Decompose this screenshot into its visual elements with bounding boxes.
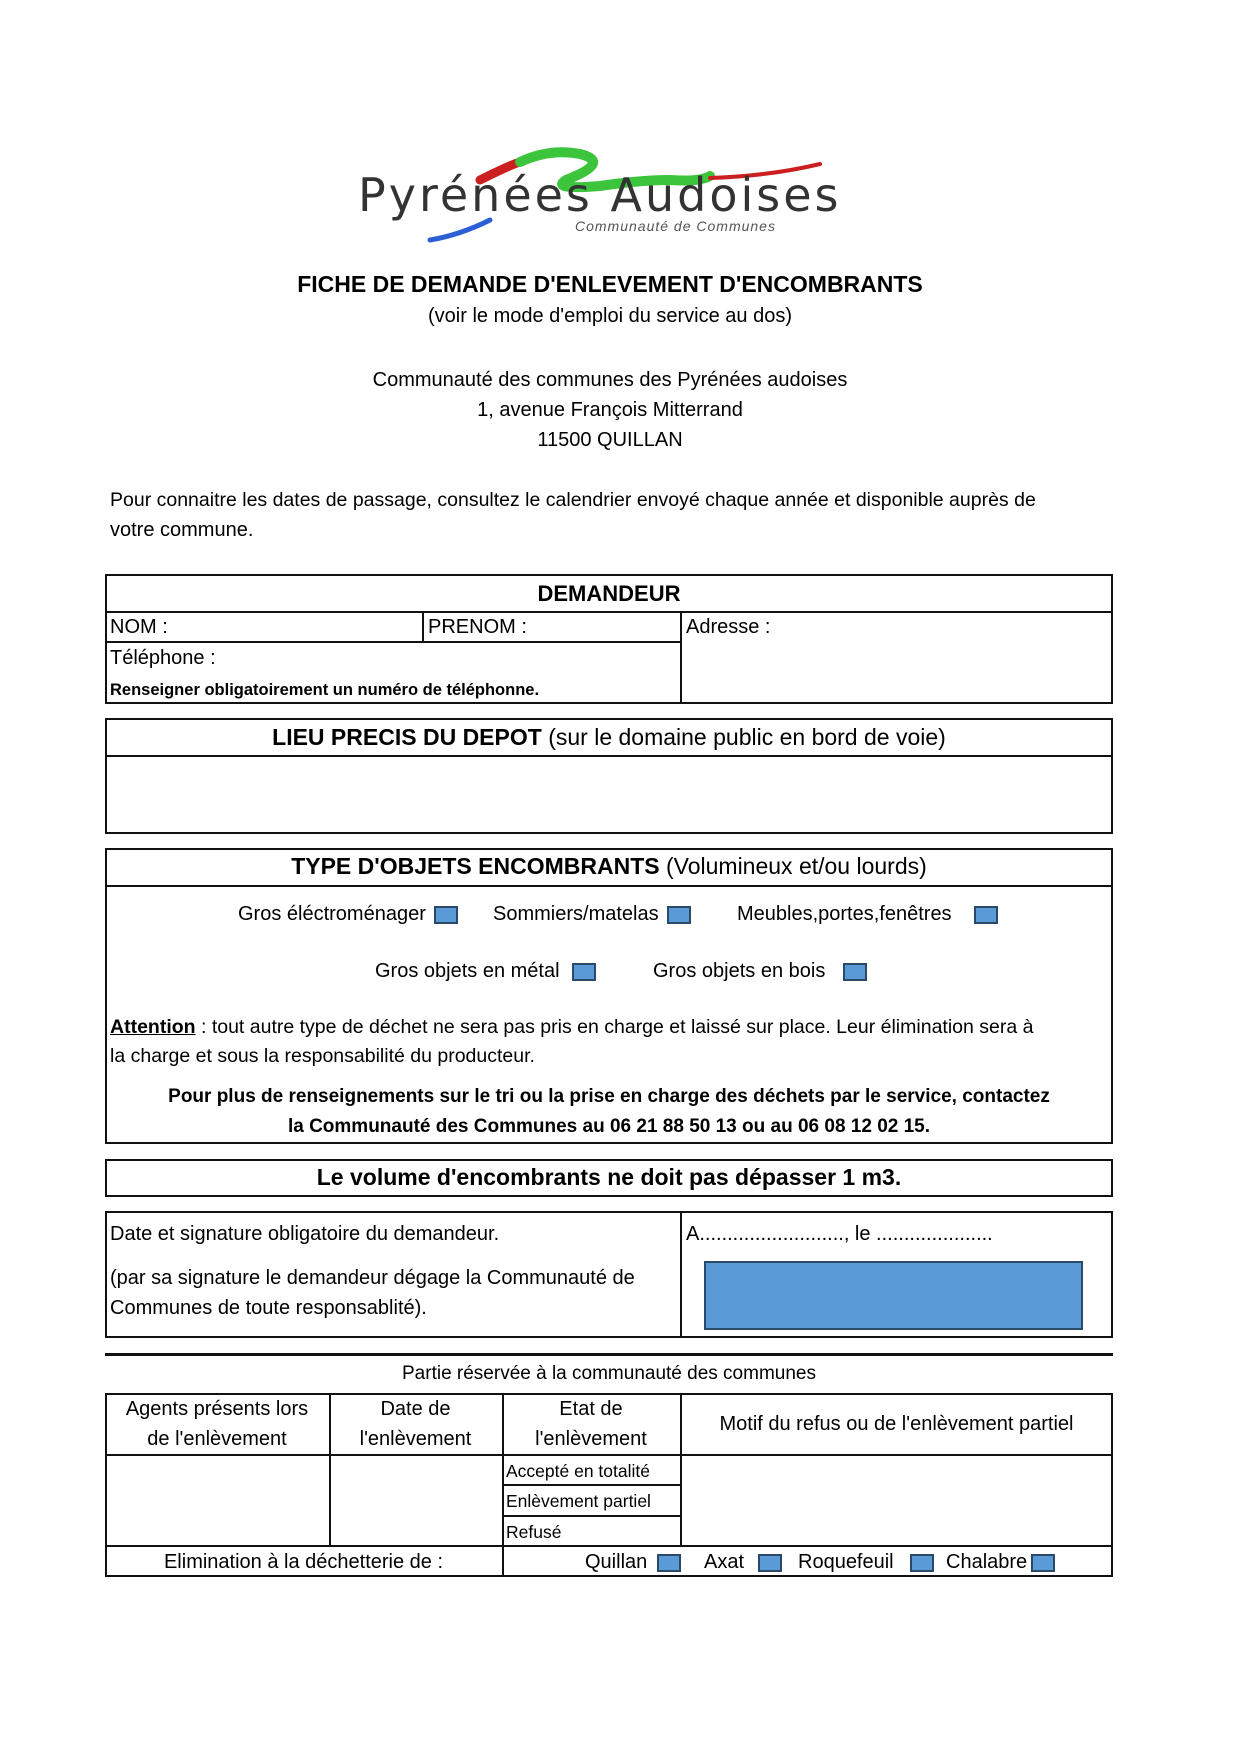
col-header-date-2: l'enlèvement	[359, 1428, 472, 1450]
attention-line-2: la charge et sous la responsabilité du producteur.	[110, 1045, 535, 1067]
col-header-motif: Motif du refus ou de l'enlèvement partiel	[719, 1413, 1074, 1435]
objet-label: Sommiers/matelas	[493, 903, 659, 925]
objet-item[interactable]	[493, 902, 691, 926]
intro-line-2: votre commune.	[110, 519, 254, 541]
signature-label: Date et signature obligatoire du demandeur.	[110, 1223, 500, 1245]
intro-line-1: Pour connaitre les dates de passage, consultez le calendrier envoyé chaque année et disponible auprès de	[110, 489, 1036, 511]
objet-item[interactable]	[238, 902, 458, 926]
dechetterie-item[interactable]	[798, 1550, 934, 1574]
prenom-field[interactable]	[530, 613, 676, 640]
signature-field[interactable]	[704, 1261, 1083, 1330]
adresse-field[interactable]	[686, 640, 1106, 700]
col-header-agents-1: Agents présents lors	[125, 1398, 309, 1420]
page-subtitle: (voir le mode d'emploi du service au dos)	[428, 305, 792, 327]
lieu-field[interactable]	[110, 760, 1108, 828]
address-line-1: Communauté des communes des Pyrénées audoises	[372, 369, 848, 391]
lieu-title-bold: LIEU PRECIS DU DEPOT	[272, 724, 542, 750]
dechetterie-item[interactable]	[946, 1550, 1055, 1574]
logo	[350, 140, 860, 250]
checkbox-icon[interactable]	[843, 963, 867, 981]
address-line-3: 11500 QUILLAN	[537, 429, 683, 451]
telephone-field[interactable]	[230, 644, 670, 670]
signature-disclaimer-2: Communes de toute responsablité).	[110, 1297, 427, 1319]
objet-label: Meubles,portes,fenêtres	[737, 903, 952, 925]
checkbox-icon[interactable]	[758, 1554, 782, 1572]
col-header-agents-2: de l'enlèvement	[147, 1428, 287, 1450]
logo-subtitle: Communauté de Communes	[575, 218, 776, 234]
checkbox-icon[interactable]	[657, 1554, 681, 1572]
telephone-label: Téléphone :	[110, 647, 216, 669]
agents-field[interactable]	[108, 1457, 327, 1543]
objets-title	[105, 854, 1113, 878]
col-header-etat-1: Etat de	[559, 1398, 623, 1420]
date-field[interactable]	[332, 1457, 500, 1543]
signature-disclaimer-1: (par sa signature le demandeur dégage la Communauté de	[110, 1267, 635, 1289]
checkbox-icon[interactable]	[572, 963, 596, 981]
logo-title: Pyrénées Audoises	[358, 168, 842, 222]
dechetterie-label: Axat	[704, 1551, 745, 1573]
attention-label: Attention	[110, 1016, 196, 1038]
checkbox-icon[interactable]	[667, 906, 691, 924]
checkbox-icon[interactable]	[974, 906, 998, 924]
motif-field[interactable]	[683, 1457, 1109, 1543]
dechetterie-label: Quillan	[585, 1551, 648, 1573]
nom-label: NOM :	[110, 616, 168, 638]
etat-option[interactable]: Refusé	[506, 1522, 562, 1542]
col-header-date-1: Date de	[380, 1398, 451, 1420]
objet-item[interactable]	[375, 959, 596, 983]
col-header-etat-2: l'enlèvement	[535, 1428, 647, 1450]
dechetterie-label: Roquefeuil	[798, 1551, 894, 1573]
etat-option[interactable]: Accepté en totalité	[506, 1461, 650, 1481]
reserved-title: Partie réservée à la communauté des communes	[402, 1363, 816, 1384]
page-title: FICHE DE DEMANDE D'ENLEVEMENT D'ENCOMBRANTS	[297, 271, 923, 297]
demandeur-title: DEMANDEUR	[537, 581, 681, 606]
contact-line-2: la Communauté des Communes au 06 21 88 50 13 ou au 06 08 12 02 15.	[287, 1116, 931, 1137]
place-date-field[interactable]: A.........................., le .....................	[686, 1223, 993, 1245]
adresse-label: Adresse :	[686, 616, 771, 638]
nom-field[interactable]	[180, 613, 418, 640]
address-line-2: 1, avenue François Mitterrand	[477, 399, 743, 421]
volume-notice: Le volume d'encombrants ne doit pas dépasser 1 m3.	[316, 1164, 902, 1190]
objet-item[interactable]	[653, 959, 867, 983]
attention-line-1	[110, 1015, 1033, 1039]
dechetterie-label: Chalabre	[946, 1551, 1028, 1573]
dechetterie-item[interactable]	[585, 1550, 681, 1574]
dechetterie-item[interactable]	[704, 1550, 782, 1574]
elimination-label: Elimination à la déchetterie de :	[163, 1551, 444, 1573]
checkbox-icon[interactable]	[910, 1554, 934, 1572]
etat-option[interactable]: Enlèvement partiel	[506, 1491, 651, 1511]
reserved-divider	[105, 1353, 1113, 1356]
telephone-note: Renseigner obligatoirement un numéro de téléphonne.	[110, 681, 540, 699]
checkbox-icon[interactable]	[434, 906, 458, 924]
attention-text: : tout autre type de déchet ne sera pas pris en charge et laissé sur place. Leur élimination sera à	[195, 1016, 1034, 1038]
objets-title-bold: TYPE D'OBJETS ENCOMBRANTS	[291, 853, 660, 879]
lieu-title	[105, 725, 1113, 749]
prenom-label: PRENOM :	[428, 616, 527, 638]
objet-label: Gros éléctroménager	[238, 903, 426, 925]
objet-item[interactable]	[737, 902, 998, 926]
objet-label: Gros objets en bois	[653, 960, 826, 982]
contact-line-1: Pour plus de renseignements sur le tri ou la prise en charge des déchets par le service, contactez	[168, 1086, 1050, 1107]
checkbox-icon[interactable]	[1031, 1554, 1055, 1572]
objet-label: Gros objets en métal	[375, 960, 560, 982]
lieu-title-rest: (sur le domaine public en bord de voie)	[541, 724, 946, 750]
objets-title-rest: (Volumineux et/ou lourds)	[659, 853, 927, 879]
